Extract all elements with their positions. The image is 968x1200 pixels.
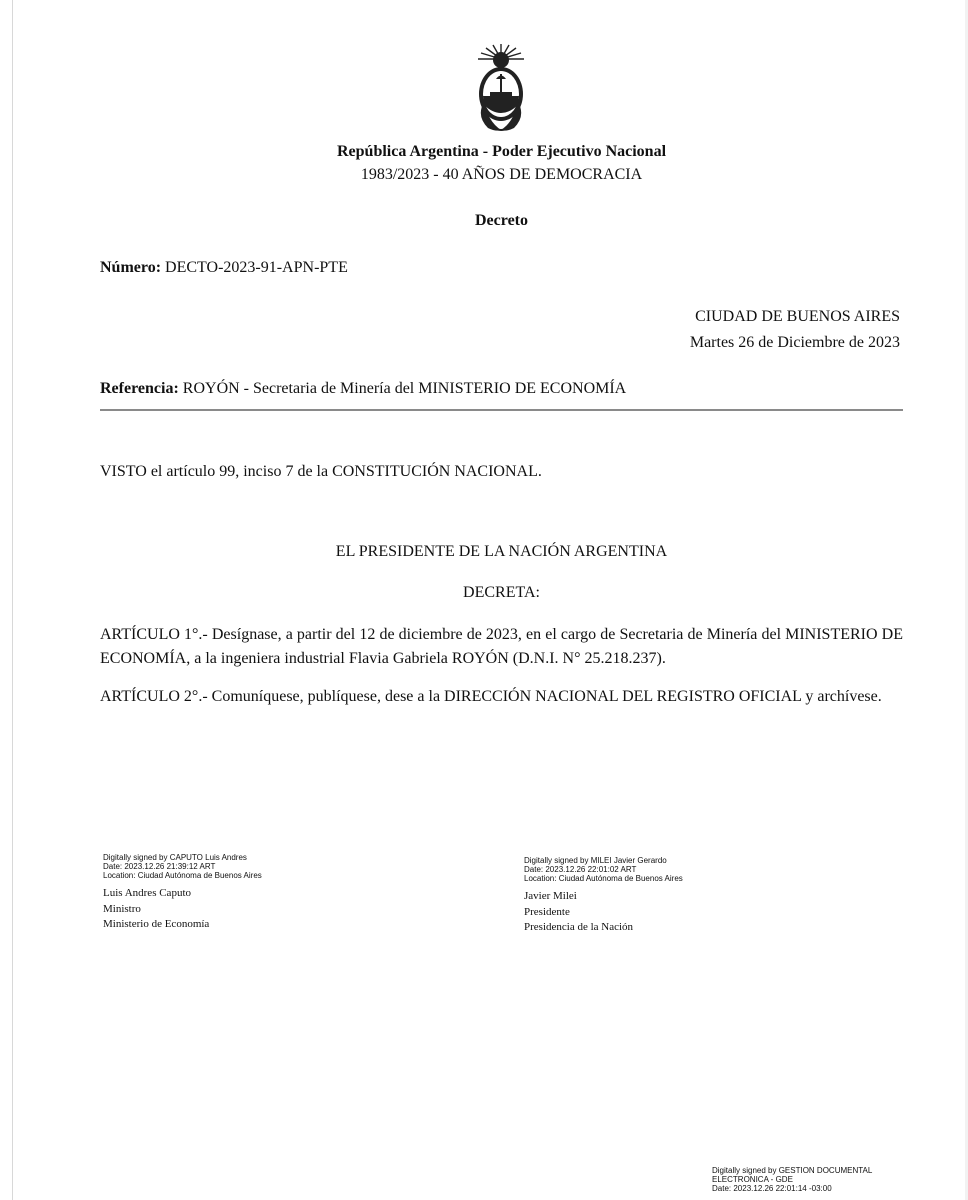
- gde-signed-by: Digitally signed by GESTION DOCUMENTAL: [712, 1166, 873, 1175]
- left-signatory-name: Luis Andres Caputo: [103, 887, 191, 899]
- page-left-edge: [12, 0, 13, 1200]
- reference-label: Referencia:: [100, 380, 179, 397]
- right-signatory-role: Presidente: [524, 905, 570, 918]
- document-number-value: DECTO-2023-91-APN-PTE: [165, 259, 348, 276]
- left-signatory-role: Ministro: [103, 902, 141, 915]
- left-signature-metadata: [103, 853, 262, 880]
- left-signatory: [103, 886, 209, 933]
- header-subtitle: 1983/2023 - 40 AÑOS DE DEMOCRACIA: [360, 166, 643, 183]
- left-signature-date: Date: 2023.12.26 21:39:12 ART: [103, 862, 216, 871]
- document-date: Martes 26 de Diciembre de 2023: [689, 334, 900, 351]
- right-signature-metadata: [524, 856, 683, 883]
- right-signature-date: Date: 2023.12.26 22:01:02 ART: [524, 865, 637, 874]
- reference-value: ROYÓN - Secretaria de Minería del MINISTERIO DE ECONOMÍA: [182, 380, 627, 397]
- document-reference: [100, 380, 626, 398]
- visto-paragraph: VISTO el artículo 99, inciso 7 de la CONSTITUCIÓN NACIONAL.: [100, 463, 542, 480]
- document-number: [100, 259, 348, 277]
- gde-signature-metadata: [712, 1166, 872, 1193]
- header-title: República Argentina - Poder Ejecutivo Nacional: [336, 143, 667, 160]
- right-signatory-name: Javier Milei: [524, 890, 577, 902]
- article-2: ARTÍCULO 2°.- Comuníquese, publíquese, dese a la DIRECCIÓN NACIONAL DEL REGISTRO OFICIAL y archívese.: [100, 688, 882, 705]
- right-signature-location: Location: Ciudad Autónoma de Buenos Aires: [524, 874, 683, 883]
- right-signatory-office: Presidencia de la Nación: [524, 921, 634, 933]
- president-heading: EL PRESIDENTE DE LA NACIÓN ARGENTINA: [335, 543, 668, 560]
- left-signature-location: Location: Ciudad Autónoma de Buenos Aires: [103, 871, 262, 880]
- gde-system-name: ELECTRONICA - GDE: [712, 1175, 793, 1184]
- right-signature-signed-by: Digitally signed by MILEI Javier Gerardo: [524, 856, 667, 865]
- document-type: Decreto: [475, 212, 528, 229]
- argentina-coat-of-arms-icon: [468, 42, 534, 136]
- document-number-label: Número:: [100, 259, 162, 276]
- left-signatory-office: Ministerio de Economía: [103, 918, 210, 930]
- gde-date: Date: 2023.12.26 22:01:14 -03:00: [712, 1184, 832, 1193]
- left-signature-signed-by: Digitally signed by CAPUTO Luis Andres: [103, 853, 247, 862]
- article-1: ARTÍCULO 1°.- Desígnase, a partir del 12 de diciembre de 2023, en el cargo de Secretaria de Minería del MINISTERIO DE ECONOMÍA, a la ingeniera industrial Flavia Gabriela ROYÓN (D.N.I. N° 25.218.237).: [100, 626, 903, 667]
- header-divider: [100, 409, 903, 411]
- document-city: CIUDAD DE BUENOS AIRES: [695, 308, 900, 325]
- right-signatory: [524, 889, 633, 936]
- decreta-heading: DECRETA:: [463, 584, 540, 601]
